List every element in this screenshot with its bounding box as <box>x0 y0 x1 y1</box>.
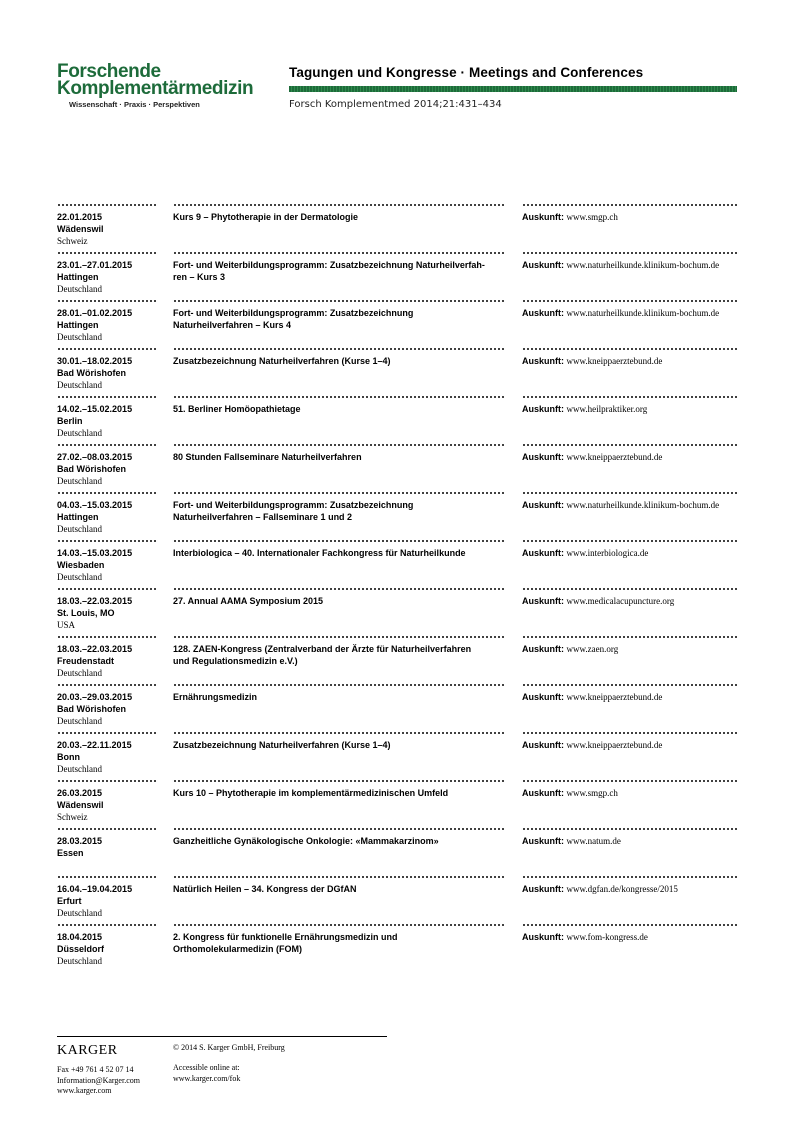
event-url[interactable]: www.kneippaerztebund.de <box>566 740 663 750</box>
event-title <box>173 403 513 415</box>
dotted-separator <box>522 487 739 490</box>
event-city: Bad Wörishofen <box>57 464 126 474</box>
event-contact <box>522 259 752 271</box>
event-country: Deutschland <box>57 764 102 774</box>
event-city: Berlin <box>57 416 83 426</box>
logo-line1: Forschende <box>57 61 161 82</box>
event-when-where <box>57 931 167 967</box>
event-title <box>173 547 513 559</box>
title-rule <box>289 86 737 92</box>
event-contact <box>522 883 752 895</box>
accessible-url[interactable]: www.karger.com/fok <box>173 1073 241 1083</box>
contact-label: Auskunft: <box>522 692 564 702</box>
event-contact <box>522 211 752 223</box>
contact-label: Auskunft: <box>522 596 564 606</box>
dotted-separator <box>173 823 505 826</box>
email-link[interactable]: Information@Karger.com <box>57 1075 140 1085</box>
event-date: 18.04.2015 <box>57 932 103 942</box>
event-title <box>173 451 513 463</box>
event-city: Hattingen <box>57 320 99 330</box>
accessible-label: Accessible online at: <box>173 1063 240 1072</box>
dotted-separator <box>173 871 505 874</box>
section-title: Tagungen und Kongresse · Meetings and Conferences <box>289 65 644 80</box>
event-city: Bonn <box>57 752 80 762</box>
dotted-separator <box>522 823 739 826</box>
event-when-where <box>57 547 167 583</box>
dotted-separator <box>173 631 505 634</box>
event-city: Freudenstadt <box>57 656 115 666</box>
event-when-where <box>57 691 167 727</box>
event-date: 14.02.–15.02.2015 <box>57 404 133 414</box>
event-contact <box>522 403 752 415</box>
logo-line2: Komplementärmedizin <box>57 78 254 99</box>
contact-label: Auskunft: <box>522 740 564 750</box>
event-contact <box>522 547 752 559</box>
event-date: 20.03.–22.11.2015 <box>57 740 132 750</box>
event-title-line: Ernährungsmedizin <box>173 692 258 702</box>
contact-label: Auskunft: <box>522 356 564 366</box>
event-city: Bad Wörishofen <box>57 368 126 378</box>
logo-tagline: Wissenschaft · Praxis · Perspektiven <box>69 100 200 109</box>
contact-label: Auskunft: <box>522 308 564 318</box>
contact-label: Auskunft: <box>522 500 564 510</box>
dotted-separator <box>522 247 739 250</box>
event-contact <box>522 835 752 847</box>
dotted-separator <box>173 343 505 346</box>
event-title-line: Interbiologica – 40. Internationaler Fachkongress für Naturheilkunde <box>173 548 466 558</box>
dotted-separator <box>57 823 157 826</box>
event-country: Deutschland <box>57 380 102 390</box>
event-url[interactable]: www.naturheilkunde.klinikum-bochum.de <box>566 308 720 318</box>
event-date: 20.03.–29.03.2015 <box>57 692 133 702</box>
event-title-line: Orthomolekularmedizin (FOM) <box>173 944 303 954</box>
dotted-separator <box>522 919 739 922</box>
dotted-separator <box>173 583 505 586</box>
online-access <box>173 1063 240 1084</box>
dotted-separator <box>173 247 505 250</box>
event-date: 04.03.–15.03.2015 <box>57 500 133 510</box>
event-when-where <box>57 307 167 343</box>
dotted-separator <box>57 871 157 874</box>
dotted-separator <box>57 919 157 922</box>
event-row <box>57 199 739 247</box>
event-contact <box>522 307 752 319</box>
event-city: St. Louis, MO <box>57 608 115 618</box>
event-row <box>57 247 739 295</box>
event-title-line: Fort- und Weiterbildungsprogramm: Zusatzbezeichnung Naturheilverfah- <box>173 260 485 270</box>
dotted-separator <box>173 295 505 298</box>
copyright: © 2014 S. Karger GmbH, Freiburg <box>173 1043 285 1052</box>
event-title-line: Natürlich Heilen – 34. Kongress der DGfAN <box>173 884 357 894</box>
dotted-separator <box>57 535 157 538</box>
dotted-separator <box>522 631 739 634</box>
dotted-separator <box>173 487 505 490</box>
dotted-separator <box>522 199 739 202</box>
fax: Fax +49 761 4 52 07 14 <box>57 1065 134 1074</box>
contact-label: Auskunft: <box>522 788 564 798</box>
event-url[interactable]: www.medicalacupuncture.org <box>566 596 675 606</box>
event-row <box>57 487 739 535</box>
dotted-separator <box>57 679 157 682</box>
citation: Forsch Komplementmed 2014;21:431–434 <box>289 99 502 110</box>
event-city: Hattingen <box>57 512 99 522</box>
event-country: Deutschland <box>57 572 102 582</box>
event-city: Wiesbaden <box>57 560 105 570</box>
event-date: 18.03.–22.03.2015 <box>57 596 133 606</box>
event-when-where <box>57 355 167 391</box>
dotted-separator <box>57 343 157 346</box>
dotted-separator <box>173 919 505 922</box>
event-when-where <box>57 499 167 535</box>
event-country: Deutschland <box>57 668 102 678</box>
website-link[interactable]: www.karger.com <box>57 1086 112 1095</box>
event-url[interactable]: www.fom-kongress.de <box>566 932 648 942</box>
event-contact <box>522 451 752 463</box>
dotted-separator <box>522 343 739 346</box>
dotted-separator <box>522 679 739 682</box>
event-title <box>173 835 513 847</box>
event-contact <box>522 499 752 511</box>
event-date: 22.01.2015 <box>57 212 103 222</box>
dotted-separator <box>57 631 157 634</box>
event-date: 23.01.–27.01.2015 <box>57 260 133 270</box>
event-row <box>57 631 739 679</box>
publisher-contact <box>57 1065 140 1097</box>
event-date: 16.04.–19.04.2015 <box>57 884 133 894</box>
event-url[interactable]: www.kneippaerztebund.de <box>566 452 663 462</box>
dotted-separator <box>57 487 157 490</box>
event-title-line: Naturheilverfahren – Fallseminare 1 und 2 <box>173 512 353 522</box>
event-when-where <box>57 403 167 439</box>
event-row <box>57 775 739 823</box>
event-country: Deutschland <box>57 524 102 534</box>
event-date: 27.02.–08.03.2015 <box>57 452 133 462</box>
event-title <box>173 883 513 895</box>
dotted-separator <box>522 871 739 874</box>
event-country: Deutschland <box>57 284 102 294</box>
event-title-line: Fort- und Weiterbildungsprogramm: Zusatzbezeichnung <box>173 500 414 510</box>
event-title-line: Fort- und Weiterbildungsprogramm: Zusatzbezeichnung <box>173 308 414 318</box>
event-country: Schweiz <box>57 236 88 246</box>
dotted-separator <box>57 391 157 394</box>
event-title-line: Ganzheitliche Gynäkologische Onkologie: «Mammakarzinom» <box>173 836 439 846</box>
event-contact <box>522 355 752 367</box>
event-title-line: und Regulationsmedizin e.V.) <box>173 656 298 666</box>
event-when-where <box>57 643 167 679</box>
event-city: Wädenswil <box>57 224 104 234</box>
dotted-separator <box>173 535 505 538</box>
contact-label: Auskunft: <box>522 884 564 894</box>
event-url[interactable]: www.naturheilkunde.klinikum-bochum.de <box>566 260 720 270</box>
event-country: Deutschland <box>57 332 102 342</box>
event-city: Wädenswil <box>57 800 104 810</box>
event-title <box>173 499 513 523</box>
dotted-separator <box>522 391 739 394</box>
dotted-separator <box>57 775 157 778</box>
event-city: Bad Wörishofen <box>57 704 126 714</box>
event-country: Deutschland <box>57 956 102 966</box>
dotted-separator <box>57 295 157 298</box>
event-country: Deutschland <box>57 476 102 486</box>
dotted-separator <box>57 247 157 250</box>
event-title-line: Kurs 10 – Phytotherapie im komplementärmedizinischen Umfeld <box>173 788 449 798</box>
event-row <box>57 535 739 583</box>
dotted-separator <box>57 439 157 442</box>
event-date: 28.03.2015 <box>57 836 103 846</box>
event-url[interactable]: www.natum.de <box>566 836 621 846</box>
contact-label: Auskunft: <box>522 260 564 270</box>
event-country: Deutschland <box>57 428 102 438</box>
event-title-line: Zusatzbezeichnung Naturheilverfahren (Kurse 1–4) <box>173 740 391 750</box>
dotted-separator <box>173 199 505 202</box>
event-url[interactable]: www.smgp.ch <box>566 212 618 222</box>
event-title <box>173 259 513 283</box>
event-title-line: Zusatzbezeichnung Naturheilverfahren (Kurse 1–4) <box>173 356 391 366</box>
event-url[interactable]: www.zaen.org <box>566 644 619 654</box>
event-contact <box>522 787 752 799</box>
event-title-line: 51. Berliner Homöopathietage <box>173 404 301 414</box>
event-row <box>57 919 739 967</box>
footer-divider <box>57 1036 387 1037</box>
contact-label: Auskunft: <box>522 548 564 558</box>
contact-label: Auskunft: <box>522 932 564 942</box>
event-city: Erfurt <box>57 896 82 906</box>
event-contact <box>522 643 752 655</box>
dotted-separator <box>57 583 157 586</box>
event-title <box>173 787 513 799</box>
event-country: Schweiz <box>57 812 88 822</box>
event-when-where <box>57 211 167 247</box>
journal-logo <box>57 63 253 109</box>
event-list <box>57 199 739 967</box>
event-country: Deutschland <box>57 908 102 918</box>
event-url[interactable]: www.naturheilkunde.klinikum-bochum.de <box>566 500 720 510</box>
event-title <box>173 691 513 703</box>
event-title <box>173 307 513 331</box>
event-contact <box>522 595 752 607</box>
event-row <box>57 823 739 871</box>
dotted-separator <box>522 583 739 586</box>
event-row <box>57 583 739 631</box>
event-date: 26.03.2015 <box>57 788 103 798</box>
event-city: Düsseldorf <box>57 944 105 954</box>
event-date: 14.03.–15.03.2015 <box>57 548 133 558</box>
event-city: Essen <box>57 848 84 858</box>
event-url[interactable]: www.kneippaerztebund.de <box>566 356 663 366</box>
contact-label: Auskunft: <box>522 644 564 654</box>
event-row <box>57 679 739 727</box>
event-when-where <box>57 595 167 631</box>
event-row <box>57 439 739 487</box>
event-url[interactable]: www.interbiologica.de <box>566 548 649 558</box>
event-when-where <box>57 739 167 775</box>
event-title-line: ren – Kurs 3 <box>173 272 226 282</box>
event-row <box>57 727 739 775</box>
dotted-separator <box>522 295 739 298</box>
contact-label: Auskunft: <box>522 836 564 846</box>
event-when-where <box>57 835 167 859</box>
contact-label: Auskunft: <box>522 404 564 414</box>
dotted-separator <box>173 391 505 394</box>
event-when-where <box>57 883 167 919</box>
event-when-where <box>57 451 167 487</box>
contact-label: Auskunft: <box>522 452 564 462</box>
dotted-separator <box>57 199 157 202</box>
event-url[interactable]: www.kneippaerztebund.de <box>566 692 663 702</box>
publisher-logo: KARGER <box>57 1043 118 1058</box>
event-country: USA <box>57 620 76 630</box>
dotted-separator <box>522 439 739 442</box>
dotted-separator <box>173 775 505 778</box>
dotted-separator <box>522 775 739 778</box>
contact-label: Auskunft: <box>522 212 564 222</box>
event-title <box>173 931 513 955</box>
event-contact <box>522 691 752 703</box>
event-row <box>57 295 739 343</box>
event-contact <box>522 739 752 751</box>
event-title <box>173 595 513 607</box>
dotted-separator <box>522 727 739 730</box>
event-when-where <box>57 259 167 295</box>
event-title-line: Naturheilverfahren – Kurs 4 <box>173 320 292 330</box>
event-country: Deutschland <box>57 716 102 726</box>
event-title <box>173 643 513 667</box>
dotted-separator <box>173 439 505 442</box>
dotted-separator <box>173 727 505 730</box>
event-url[interactable]: www.dgfan.de/kongresse/2015 <box>566 884 678 894</box>
event-when-where <box>57 787 167 823</box>
event-row <box>57 871 739 919</box>
event-title <box>173 355 513 367</box>
event-date: 18.03.–22.03.2015 <box>57 644 133 654</box>
dotted-separator <box>522 535 739 538</box>
event-title-line: Kurs 9 – Phytotherapie in der Dermatologie <box>173 212 359 222</box>
event-title-line: 27. Annual AAMA Symposium 2015 <box>173 596 324 606</box>
event-city: Hattingen <box>57 272 99 282</box>
event-row <box>57 391 739 439</box>
event-title-line: 2. Kongress für funktionelle Ernährungsmedizin und <box>173 932 398 942</box>
event-title <box>173 739 513 751</box>
event-row <box>57 343 739 391</box>
dotted-separator <box>173 679 505 682</box>
event-title-line: 80 Stunden Fallseminare Naturheilverfahren <box>173 452 362 462</box>
event-title <box>173 211 513 223</box>
event-date: 28.01.–01.02.2015 <box>57 308 133 318</box>
event-contact <box>522 931 752 943</box>
event-date: 30.01.–18.02.2015 <box>57 356 133 366</box>
event-url[interactable]: www.heilpraktiker.org <box>566 404 648 414</box>
event-url[interactable]: www.smgp.ch <box>566 788 618 798</box>
dotted-separator <box>57 727 157 730</box>
event-title-line: 128. ZAEN-Kongress (Zentralverband der Ärzte für Naturheilverfahren <box>173 644 472 654</box>
